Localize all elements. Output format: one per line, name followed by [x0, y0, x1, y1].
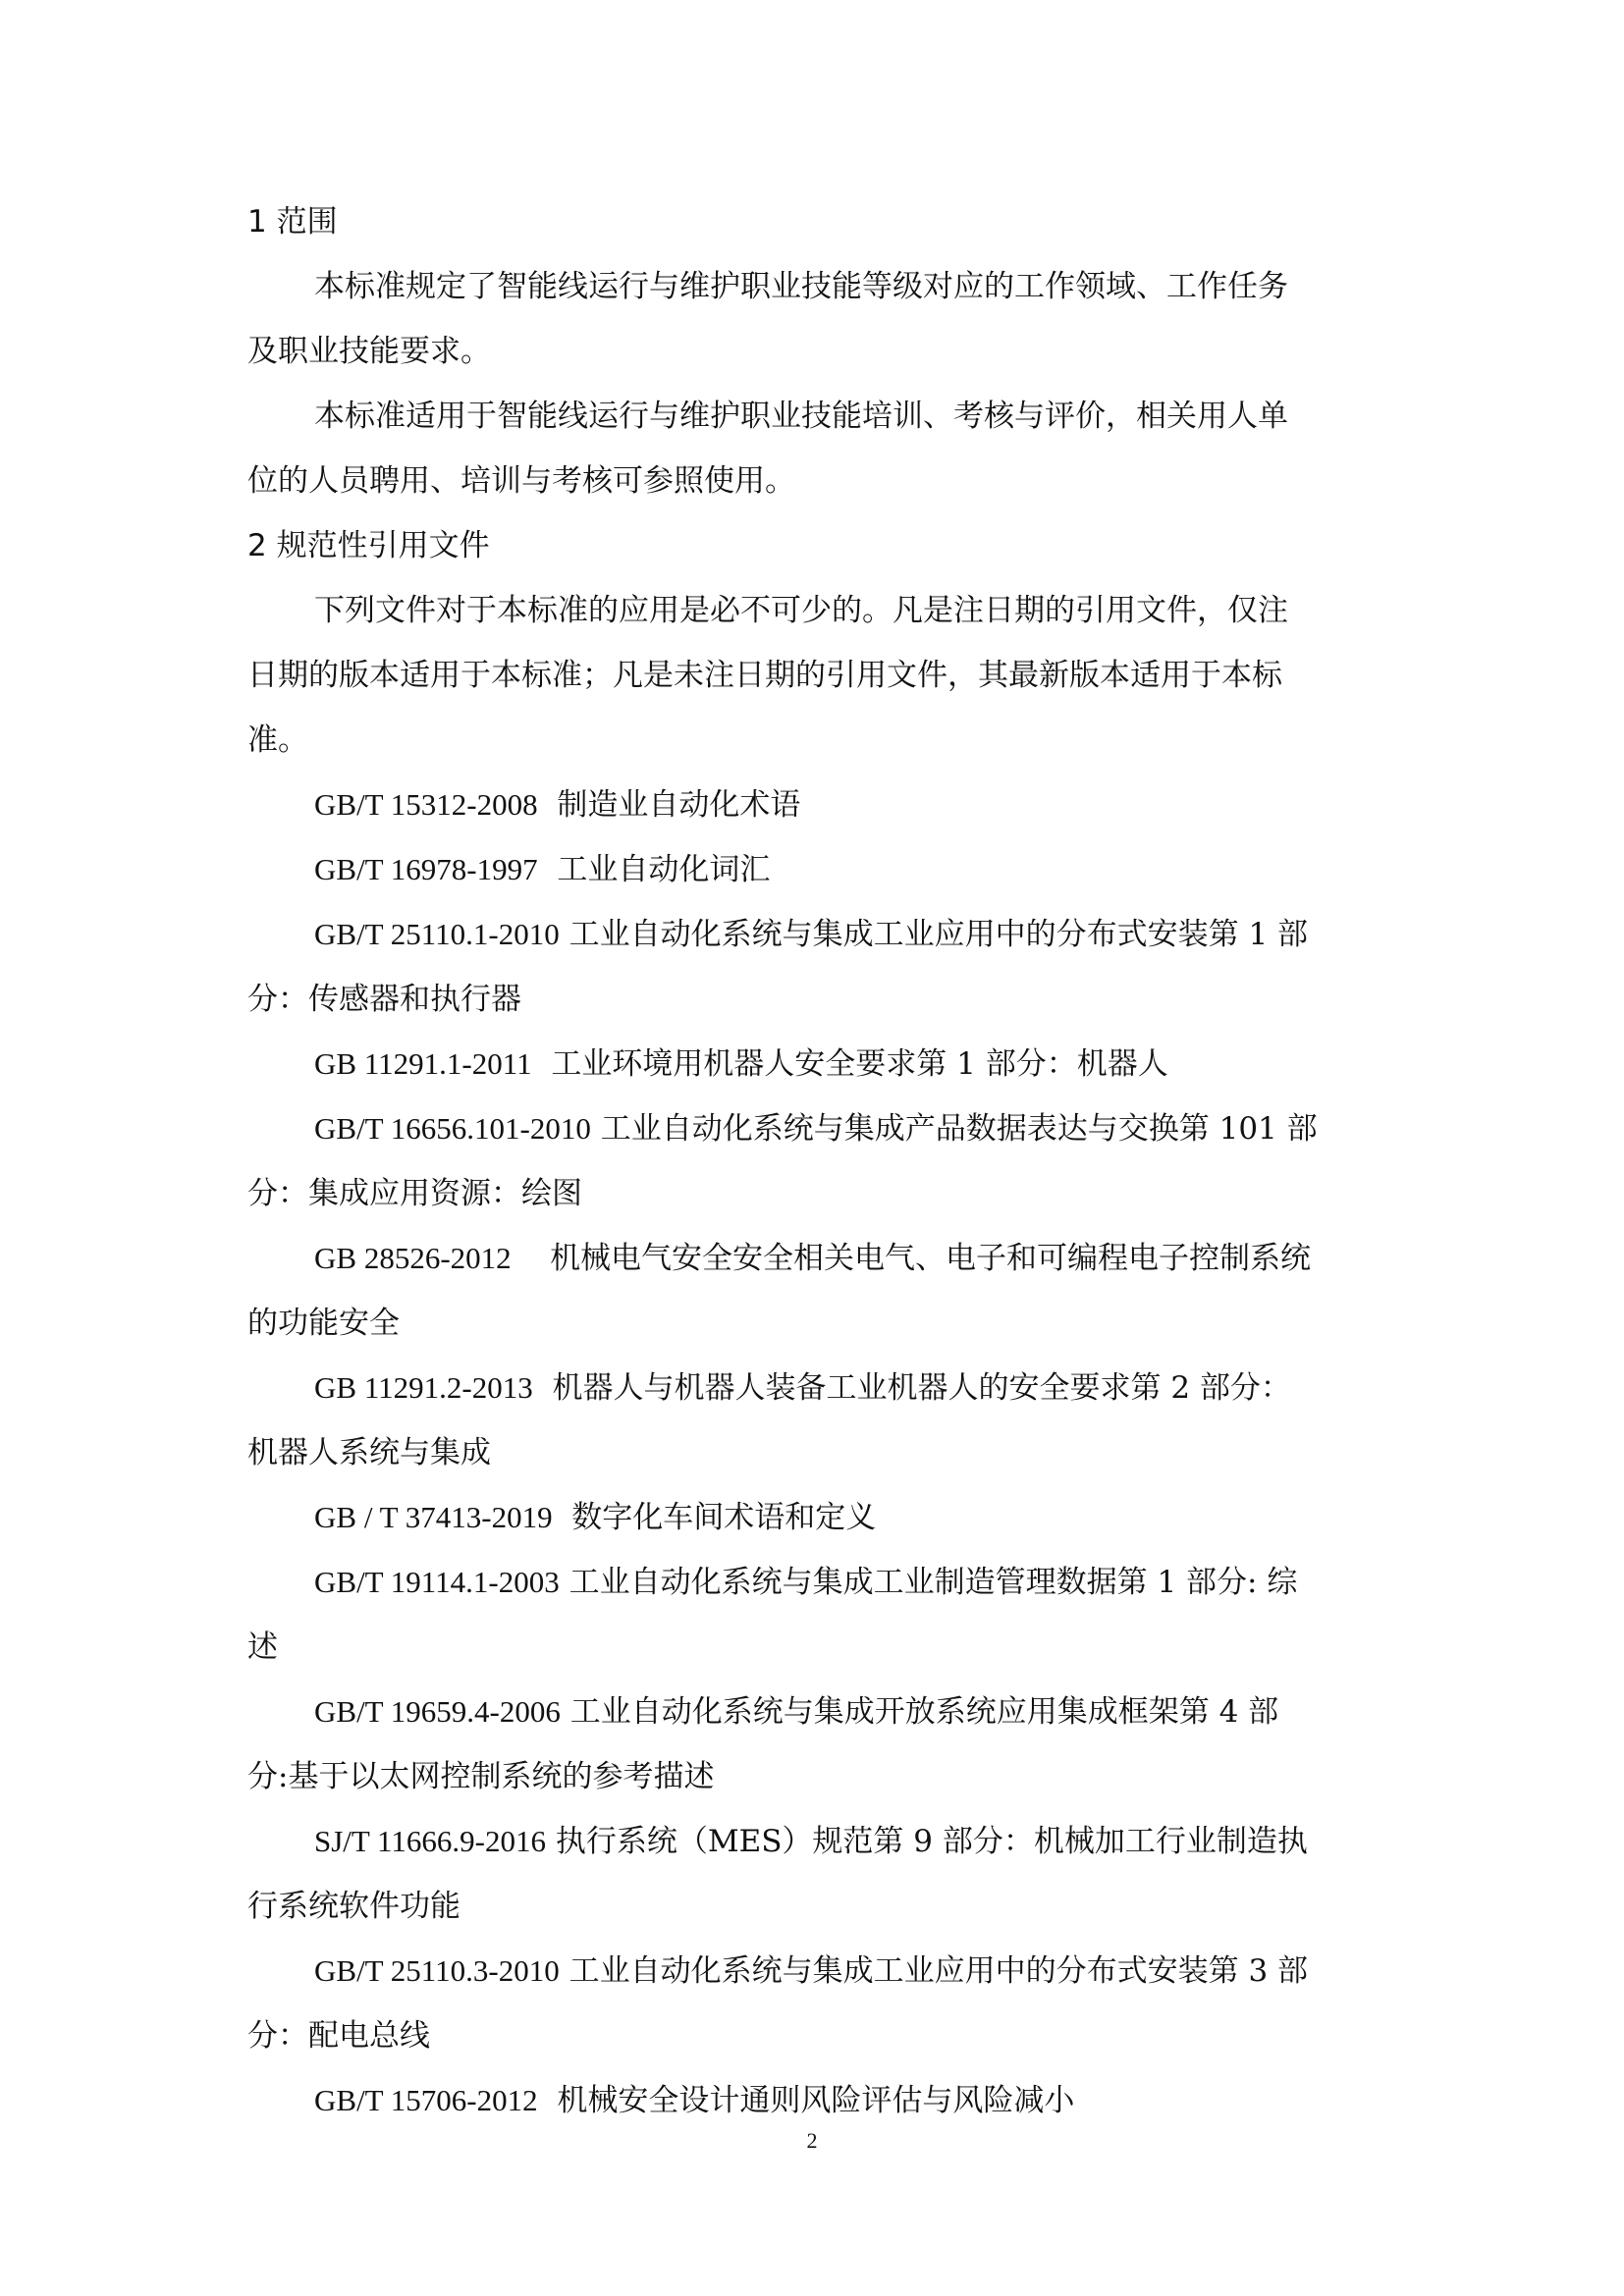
- reference-code: GB/T 15312-2008: [314, 787, 538, 822]
- reference-code: GB/T 19114.1-2003: [314, 1565, 560, 1599]
- reference-item: [314, 785, 800, 825]
- reference-item: [314, 1822, 1308, 1861]
- reference-item: [314, 1044, 1168, 1084]
- reference-title: 工业自动化系统与集成产品数据表达与交换第 101 部: [600, 1111, 1318, 1147]
- reference-title: 工业自动化系统与集成工业应用中的分布式安装第 3 部: [568, 1953, 1309, 1989]
- reference-title: 工业自动化系统与集成开放系统应用集成框架第 4 部: [569, 1694, 1279, 1730]
- reference-code: GB 11291.1-2011: [314, 1046, 532, 1081]
- reference-continuation: 机器人系统与集成: [247, 1435, 491, 1470]
- reference-code: GB / T 37413-2019: [314, 1500, 553, 1534]
- reference-code: SJ/T 11666.9-2016: [314, 1824, 546, 1858]
- reference-code: GB/T 25110.3-2010: [314, 1953, 560, 1988]
- reference-continuation: 分：配电总线: [247, 2018, 430, 2054]
- reference-continuation: 分：集成应用资源：绘图: [247, 1176, 582, 1211]
- reference-title: 工业自动化系统与集成工业应用中的分布式安装第 1 部: [568, 917, 1309, 952]
- reference-item: [314, 1951, 1308, 1991]
- reference-item: [314, 1109, 1318, 1148]
- reference-item: [314, 1368, 1291, 1408]
- reference-code: GB 28526-2012: [314, 1241, 512, 1275]
- reference-item: [314, 1563, 1297, 1602]
- reference-item: [314, 1498, 876, 1537]
- reference-title: 工业自动化系统与集成工业制造管理数据第 1 部分: 综: [568, 1565, 1298, 1600]
- scope-paragraph-1-line-1: 本标准规定了智能线运行与维护职业技能等级对应的工作领域、工作任务: [314, 269, 1288, 304]
- reference-code: GB/T 15706-2012: [314, 2083, 538, 2117]
- reference-title: 执行系统（MES）规范第 9 部分：机械加工行业制造执: [555, 1824, 1308, 1859]
- reference-code: GB/T 25110.1-2010: [314, 917, 560, 951]
- references-intro-line-2: 日期的版本适用于本标准；凡是未注日期的引用文件，其最新版本适用于本标: [247, 658, 1282, 693]
- reference-item: [314, 2081, 1074, 2120]
- reference-title: 机械电气安全安全相关电气、电子和可编程电子控制系统: [550, 1241, 1312, 1276]
- references-intro-line-1: 下列文件对于本标准的应用是必不可少的。凡是注日期的引用文件，仅注: [314, 593, 1288, 628]
- reference-item: [314, 1239, 1311, 1278]
- reference-item: [314, 850, 770, 889]
- reference-title: 工业自动化词汇: [557, 852, 771, 887]
- reference-code: GB/T 19659.4-2006: [314, 1694, 561, 1729]
- reference-continuation: 分:基于以太网控制系统的参考描述: [247, 1759, 715, 1794]
- reference-continuation: 行系统软件功能: [247, 1889, 460, 1924]
- scope-paragraph-2-line-2: 位的人员聘用、培训与考核可参照使用。: [247, 463, 795, 499]
- reference-continuation: 述: [247, 1629, 278, 1665]
- reference-title: 机器人与机器人装备工业机器人的安全要求第 2 部分：: [552, 1370, 1291, 1406]
- scope-paragraph-1-line-2: 及职业技能要求。: [247, 334, 491, 369]
- references-intro-line-3: 准。: [247, 722, 308, 758]
- reference-code: GB/T 16978-1997: [314, 852, 538, 886]
- reference-continuation: 分：传感器和执行器: [247, 982, 521, 1017]
- scope-paragraph-2-line-1: 本标准适用于智能线运行与维护职业技能培训、考核与评价，相关用人单: [314, 399, 1288, 434]
- reference-continuation: 的功能安全: [247, 1306, 400, 1341]
- reference-code: GB 11291.2-2013: [314, 1370, 533, 1405]
- reference-title: 制造业自动化术语: [557, 787, 801, 823]
- reference-item: [314, 915, 1308, 954]
- reference-item: [314, 1692, 1278, 1732]
- reference-code: GB/T 16656.101-2010: [314, 1111, 591, 1146]
- section-2-heading: 2 规范性引用文件: [247, 528, 490, 563]
- section-1-heading: 1 范围: [247, 204, 338, 240]
- reference-title: 工业环境用机器人安全要求第 1 部分：机器人: [551, 1046, 1168, 1082]
- reference-title: 机械安全设计通则风险评估与风险减小: [557, 2083, 1075, 2118]
- page-number: 2: [806, 2128, 818, 2153]
- reference-title: 数字化车间术语和定义: [571, 1500, 877, 1535]
